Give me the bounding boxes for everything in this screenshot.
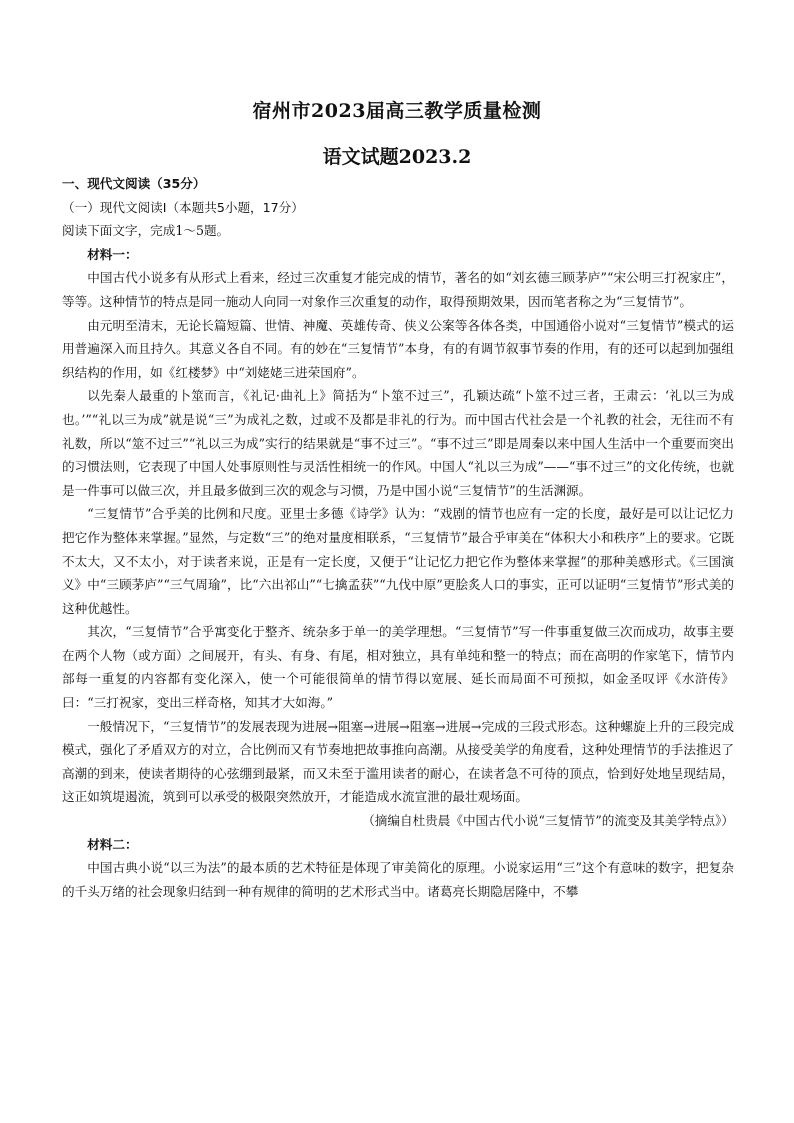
material1-paragraph: 其次，“三复情节”合乎寓变化于整齐、统杂多于单一的美学理想。“三复情节”写一件事重复做三次而成功，故事主要在两个人物（或方面）之间展开，有头、有身、有尾，相对独立，具有单纯和整一的特点；而在高明的作家笔下，情节内部每一重复的内容都有变化深入，使一个可能很简单的情节得以宽展、延长而局面不可预拟，如金圣叹评《水浒传》曰：“三打祝家，变出三样奇格，知其才大如海。”	[62, 624, 734, 711]
section-heading: 一、现代文阅读（35分）	[62, 176, 206, 191]
instruction-text: 阅读下面文字，完成1～5题。	[62, 223, 230, 239]
document-body	[62, 172, 734, 903]
material1-label: 材料一：	[87, 246, 138, 262]
material1-source: （摘编自杜贵晨《中国古代小说“三复情节”的流变及其美学特点》）	[362, 813, 734, 829]
material1-paragraph: “三复情节”合乎美的比例和尺度。亚里士多德《诗学》认为：“戏剧的情节也应有一定的长度，最好是可以让记忆力把它作为整体来掌握。”显然，与定数“三”的绝对量度相联系，“三复情节”最合乎审美在“体积大小和秩序”上的要求。它既不太大，又不太小，对于读者来说，正是有一定长度，又便于“让记忆力把它作为整体来掌握”的那种美感形式。《三国演义》中“三顾茅庐”“三气周瑜”，比“六出祁山”“七擒孟获”“九伐中原”更脍炙人口的事实，正可以证明“三复情节”形式美的这种优越性。	[62, 506, 734, 616]
material1-paragraph: 由元明至清末，无论长篇短篇、世情、神魔、英雄传奇、侠义公案等各体各类，中国通俗小说对“三复情节”模式的运用普遍深入而且持久。其意义各自不同。有的妙在“三复情节”本身，有的有调节叙事节奏的作用，有的还可以起到加强组织结构的作用，如《红楼梦》中“刘姥姥三进荣国府”。	[62, 317, 734, 380]
material2-label: 材料二：	[87, 836, 138, 852]
page-subtitle: 语文试题2023.2	[322, 146, 472, 168]
material1-paragraph: 中国古代小说多有从形式上看来，经过三次重复才能完成的情节，著名的如“刘玄德三顾茅庐”“宋公明三打祝家庄”，等等。这种情节的特点是同一施动人向同一对象作三次重复的动作，取得预期效果，因而笔者称之为“三复情节”。	[62, 270, 734, 309]
material1-paragraph: 一般情况下，“三复情节”的发展表现为进展→阻塞→进展→阻塞→进展→完成的三段式形态。这种螺旋上升的三段完成模式，强化了矛盾双方的对立，合比例而又有节奏地把故事推向高潮。从接受美学的角度看，这种处理情节的手法推迟了高潮的到来，使读者期待的心弦绷到最紧，而又未至于滥用读者的耐心，在读者急不可待的顶点，恰到好处地呈现结局，这正如筑堤遏流，筑到可以承受的极限突然放开，才能造成水流宣泄的最壮观场面。	[62, 718, 734, 805]
material1-paragraph: 以先秦人最重的卜筮而言，《礼记·曲礼上》简括为“卜筮不过三”，孔颖达疏“卜筮不过三者，王肃云：‘礼以三为成也。’”“礼以三为成”就是说“三”为成礼之数，过或不及都是非礼的行为。而中国古代社会是一个礼教的社会，无往而不有礼数，所以“筮不过三”“礼以三为成”实行的结果就是“事不过三”。“事不过三”即是周秦以来中国人生活中一个重要而突出的习惯法则，它表现了中国人处事原则性与灵活性相统一的作风。中国人“礼以三为成”——“事不过三”的文化传统，也就是一件事可以做三次，并且最多做到三次的观念与习惯，乃是中国小说“三复情节”的生活渊源。	[62, 388, 734, 498]
page-title: 宿州市2023届高三教学质量检测	[252, 100, 542, 122]
material2-paragraph: 中国古典小说“以三为法”的最本质的艺术特征是体现了审美简化的原理。小说家运用“三”这个有意味的数字，把复杂的千头万绪的社会现象归结到一种有规律的简明的艺术形式当中。诸葛亮长期隐居隆中，不攀	[62, 860, 734, 899]
subsection-heading: （一）现代文阅读Ⅰ（本题共5小题，17分）	[62, 199, 304, 215]
